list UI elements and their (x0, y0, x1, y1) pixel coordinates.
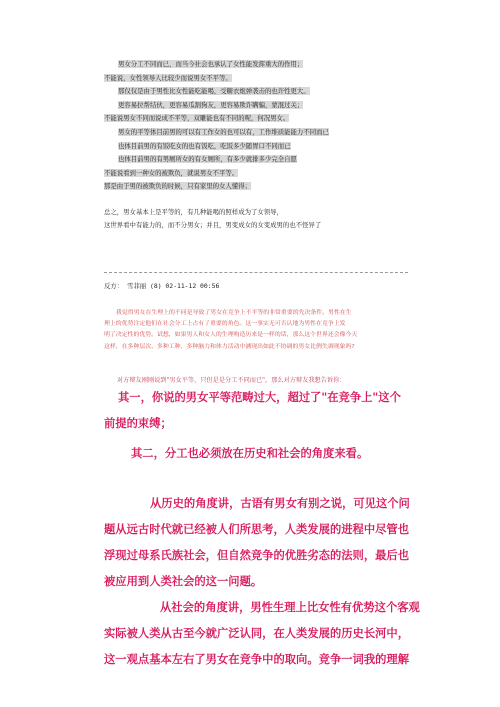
argument-line: 从社会的角度讲，男性生理上比女性有优势这个客观 (160, 601, 420, 614)
highlight-line (104, 72, 404, 86)
reply-line: 这样，在多种层次、多种工种、多种脑力和体力活动中涵现出如此不协调的男女比例失调现象吗? (104, 343, 355, 350)
highlight-text: 更容易拉帮结伙，更容易瓜割狗友，更容易欺诈瞒骗，蒙混过关； (118, 100, 304, 109)
reply-paragraph (104, 308, 408, 353)
reply-line: 我觉得男女在生理上的不同是导致了男女在竞争上不平等的非常重要的先决条件。男性在生 (116, 310, 352, 316)
argument-two (104, 441, 424, 467)
highlight-line (104, 140, 404, 154)
highlight-text: 不能说看到一种女的被欺负，就说男女不平等。 (104, 168, 239, 177)
highlight-line (104, 112, 404, 126)
highlight-line (104, 153, 404, 167)
argument-line: 其二，分工也必须放在历史和社会的角度来看。 (131, 447, 369, 460)
highlight-text: 那是由于男的被欺负的时候，只有家里的女人懂得； (104, 182, 251, 191)
argument-line: 其一，你说的男女平等范畴过大，超过了"在竞争上"这个 (118, 391, 401, 404)
separator-rule (104, 272, 408, 273)
highlight-text: 也体目前男的有饭吃女的也有饭吃，吃饭多少随胃口不同而已 (118, 141, 291, 150)
argument-one (104, 385, 424, 437)
highlight-text: 不能说，女性领导人比较少而说男女不平等。 (104, 73, 232, 82)
highlight-text: 也体目前男的有男厕所女的有女厕所，有多少就排多少完全自愿 (118, 155, 297, 164)
highlight-line (104, 99, 404, 113)
highlight-line (104, 58, 404, 72)
argument-line: 从历史的角度讲，古语有男女有别之说，可见这个问 (150, 497, 410, 510)
ask-line: 对方辩友刚刚说到"男女平等，只但是是分工不同而已"，那么对方辩友我想告诉你： (117, 377, 346, 384)
reply-header: 反方： 雪菲丽 (8) 02-11-12 00:56 (104, 282, 220, 290)
reply-line: 明了决定性的优势。试想，如果男人和女人的生理构造历来是一样的话，那么这个世界还会像今天 (104, 332, 358, 339)
summary-line: 总之，男女基本上是平等的，有几种能喝的照样成为了女领导， (104, 208, 283, 216)
argument-line: 被应用到人类社会的这一问题。 (104, 575, 263, 588)
summary-line: 这世界看中有能力的，而不分男女；并且，男变成女的女变成男的也不怪异了 (104, 221, 322, 229)
highlight-text: 男女分工不同而已，而当今社会也承认了女性能发挥重大的作用； (118, 60, 304, 68)
highlight-text: 男女的平等体目前男的可以有工作女的也可以有，工作堆质能能力不同而已 (118, 127, 329, 136)
reply-line: 理上的优势注定他们在社会分工上占有了重要的角色。这一事实无可否认地为男性在竞争上发 (104, 321, 346, 328)
argument-three (104, 491, 424, 673)
highlight-text: 不能说男女不同而说成不平等，双雕能也有不同的呢，何况男女。 (104, 114, 290, 123)
highlight-line (104, 180, 404, 194)
argument-line: 实际被人类从古至今就广泛认同，在人类发展的历史长河中， (104, 627, 410, 640)
highlight-line (104, 126, 404, 140)
highlight-line (104, 167, 404, 181)
argument-line: 浮现过母系氏族社会，但自然竞争的优胜劣态的法则，最后也 (104, 549, 410, 562)
summary-paragraph (104, 206, 404, 232)
highlight-text: 那仅仅是由于男性比女性能吃能喝，受糖衣炮弹袭击的也许性更大。 (118, 87, 310, 96)
highlight-line (104, 85, 404, 99)
argument-line: 前提的束缚； (104, 417, 172, 430)
argument-line: 这一观点基本左右了男女在竞争中的取向。竞争一词我的理解 (104, 653, 410, 666)
highlighted-paragraph (104, 58, 404, 194)
argument-line: 题从远古时代就已经被人们所思考，人类发展的进程中尽管也 (104, 523, 410, 536)
